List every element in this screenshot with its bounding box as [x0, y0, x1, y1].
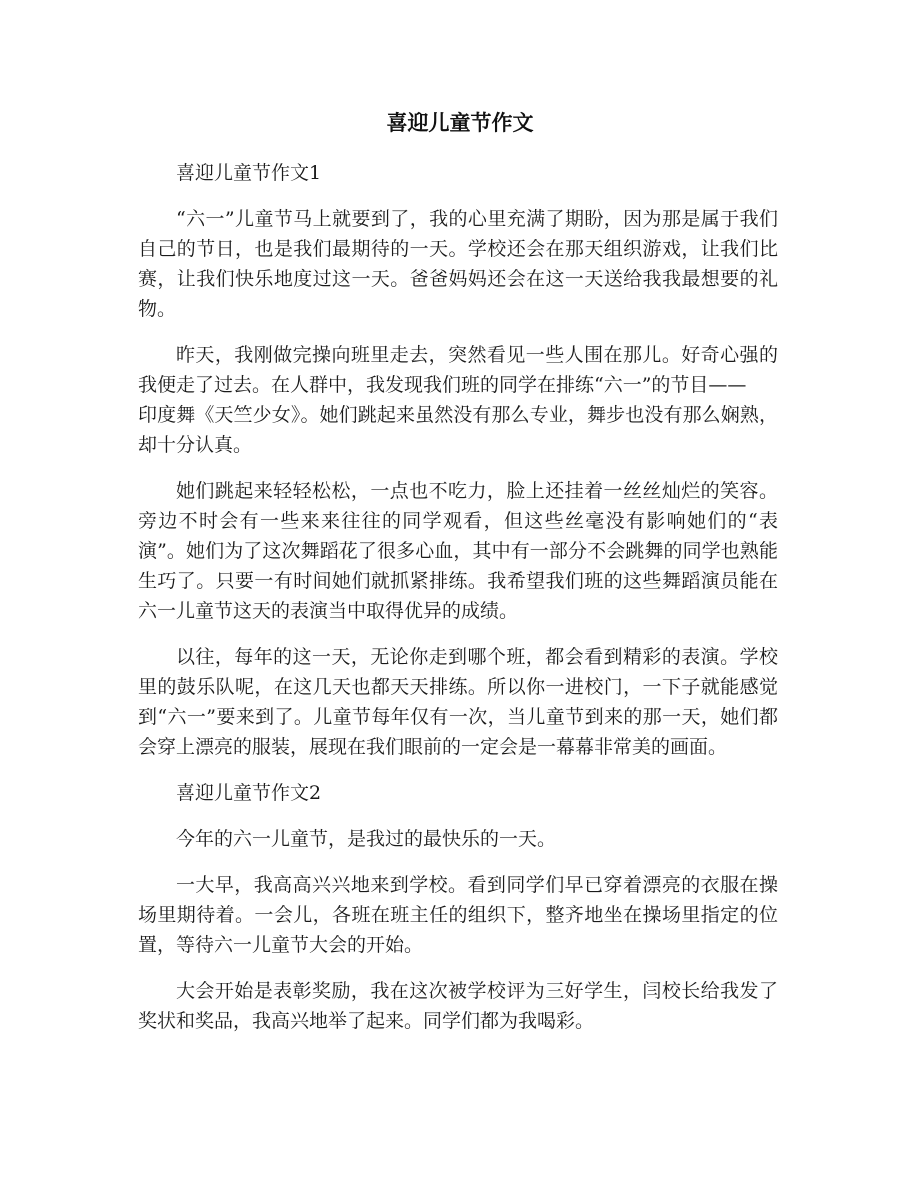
- paragraph-6: 一大早，我高高兴兴地来到学校。看到同学们早已穿着漂亮的衣服在操场里期待着。一会儿，各班在班主任的组织下，整齐地坐在操场里指定的位置，等待六一儿童节大会的开始。: [138, 874, 778, 956]
- section-heading-1: 喜迎儿童节作文1: [176, 162, 322, 184]
- paragraph-4: 以往，每年的这一天，无论你走到哪个班，都会看到精彩的表演。学校里的鼓乐队呢，在这几天也都天天排练。所以你一进校门，一下子就能感觉到“六一”要来到了。儿童节每年仅有一次，当儿童节到来的那一天，她们都会穿上漂亮的服装，展现在我们眼前的一定会是一幕幕非常美的画面。: [138, 646, 778, 758]
- paragraph-2: 昨天，我刚做完操向班里走去，突然看见一些人围在那儿。好奇心强的我便走了过去。在人群中，我发现我们班的同学在排练“六一”的节目——: [138, 344, 778, 396]
- paragraph-2-continuation: 印度舞《天竺少女》。她们跳起来虽然没有那么专业，舞步也没有那么娴熟，却十分认真。: [138, 404, 778, 456]
- paragraph-3: 她们跳起来轻轻松松，一点也不吃力，脸上还挂着一丝丝灿烂的笑容。旁边不时会有一些来来往往的同学观看，但这些丝毫没有影响她们的“表演”。她们为了这次舞蹈花了很多心血，其中有一部分不会跳舞的同学也熟能生巧了。只要一有时间她们就抓紧排练。我希望我们班的这些舞蹈演员能在六一儿童节这天的表演当中取得优异的成绩。: [138, 480, 778, 622]
- section-heading-2: 喜迎儿童节作文2: [176, 782, 322, 804]
- paragraph-1: “六一”儿童节马上就要到了，我的心里充满了期盼，因为那是属于我们自己的节日，也是我们最期待的一天。学校还会在那天组织游戏，让我们比赛，让我们快乐地度过这一天。爸爸妈妈还会在这一天送给我我最想要的礼物。: [138, 208, 778, 320]
- document-body: [138, 158, 778, 1052]
- paragraph-5: 今年的六一儿童节，是我过的最快乐的一天。: [176, 828, 557, 850]
- document-title: 喜迎儿童节作文: [386, 110, 534, 135]
- paragraph-7: 大会开始是表彰奖励，我在这次被学校评为三好学生，闫校长给我发了奖状和奖品，我高兴地举了起来。同学们都为我喝彩。: [138, 980, 778, 1032]
